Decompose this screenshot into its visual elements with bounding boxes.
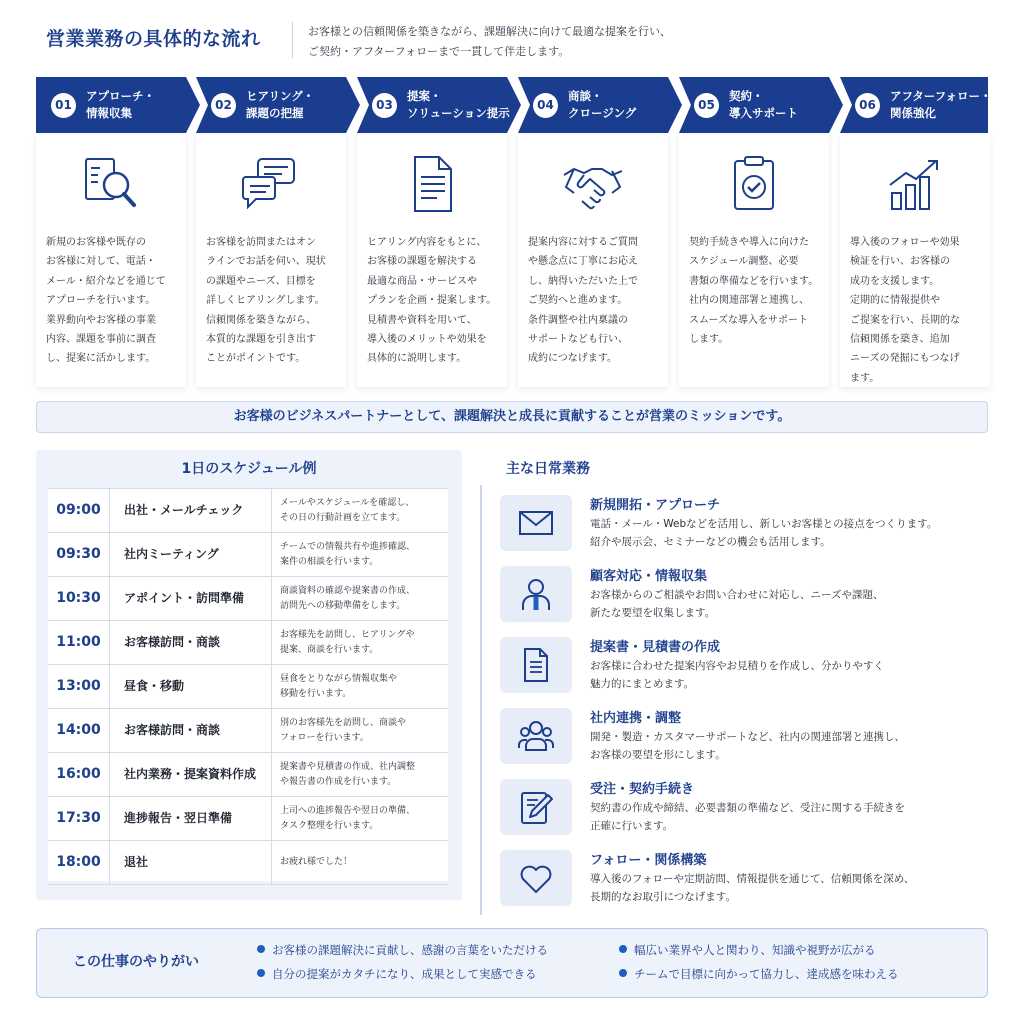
rewards-panel (36, 928, 988, 998)
heart-icon (518, 860, 554, 896)
duty-title: 新規開拓・アプローチ (590, 498, 721, 513)
schedule-note: メールやスケジュールを確認し、 その日の行動計画を立てます。 (280, 498, 415, 523)
step-header (679, 77, 845, 133)
rewards-item: 幅広い業界や人と関わり、知識や視野が広がる (619, 942, 876, 958)
duty-item (500, 704, 980, 770)
rewards-item: チームで目標に向かって協力し、達成感を味わえる (619, 966, 899, 982)
duty-icon-box (500, 779, 572, 835)
header-intro-line: お客様との信頼関係を築きながら、課題解決に向けて最適な提案を行い、 (308, 25, 671, 38)
duty-description: 契約書の作成や締結、必要書類の準備など、受注に関する手続きを 正確に行います。 (590, 802, 905, 832)
step-header (840, 77, 1006, 133)
schedule-task: お客様訪問・商談 (112, 621, 272, 664)
schedule-task: 社内ミーティング (112, 533, 272, 576)
duty-description: お客様からのご相談やお問い合わせに対応し、ニーズや課題、 新たな要望を収集します。 (590, 589, 884, 619)
step-description: 提案内容に対するご質問 や懸念点に丁寧にお応え し、納得いただいた上で ご契約へと進めます。 条件調整や社内稟議の サポートなども行い、 成約につなげます。 (528, 237, 638, 365)
growth-chart-icon (884, 153, 946, 215)
step-3 (357, 77, 510, 387)
bullet-icon (257, 945, 265, 953)
daily-duties (480, 450, 988, 915)
duty-title: 提案書・見積書の作成 (590, 640, 721, 655)
chat-bubbles-icon (240, 153, 302, 215)
handshake-icon (562, 153, 624, 215)
person-icon (518, 576, 554, 612)
bullet-icon (619, 945, 627, 953)
step-number: 05 (694, 93, 719, 118)
schedule-row (48, 621, 448, 665)
step-description: ヒアリング内容をもとに、 お客様の課題を解決する 最適な商品・サービスや プランを企画・提案します。 見積書や資料を用いて、 導入後のメリットや効果を 具体的に説明します。 (367, 237, 497, 365)
schedule-time: 13:00 (48, 665, 110, 708)
envelope-icon (518, 505, 554, 541)
schedule-note: お疲れ様でした！ (280, 857, 353, 867)
step-description: 契約手続きや導入に向けた スケジュール調整、必要 書類の準備などを行います。 社内の関連部署と連携し、 スムーズな導入をサポート します。 (689, 237, 819, 346)
document-icon (518, 647, 554, 683)
schedule-row (48, 709, 448, 753)
duty-item (500, 491, 980, 557)
step-title: 商談・ クロージング (568, 89, 637, 120)
page-header (46, 16, 986, 62)
duty-icon-box (500, 495, 572, 551)
step-number: 01 (51, 93, 76, 118)
step-header (357, 77, 523, 133)
step-header (196, 77, 362, 133)
step-title: 提案・ ソリューション提示 (407, 89, 510, 120)
schedule-panel (36, 450, 462, 900)
step-title: アプローチ・ 情報収集 (86, 89, 155, 120)
step-title: 契約・ 導入サポート (729, 89, 798, 120)
schedule-note: 別のお客様先を訪問し、商談や フォローを行います。 (280, 718, 407, 743)
schedule-task: 退社 (112, 841, 272, 884)
duty-item (500, 562, 980, 628)
schedule-time: 09:30 (48, 533, 110, 576)
schedule-table (48, 488, 448, 881)
schedule-note: 上司への進捗報告や翌日の準備、 タスク整理を行います。 (280, 806, 416, 831)
schedule-task: 進捗報告・翌日準備 (112, 797, 272, 840)
duty-icon-box (500, 708, 572, 764)
step-title: アフターフォロー・ 関係強化 (890, 89, 992, 120)
duty-title: 受注・契約手続き (590, 782, 695, 797)
duty-description: 開発・製造・カスタマーサポートなど、社内の関連部署と連携し、 お客様の要望を形にします。 (590, 731, 905, 761)
duty-icon-box (500, 637, 572, 693)
duty-description: お客様に合わせた提案内容やお見積りを作成し、分かりやすく 魅力的にまとめます。 (590, 660, 884, 690)
duty-item (500, 633, 980, 699)
schedule-task: アポイント・訪問準備 (112, 577, 272, 620)
schedule-row (48, 577, 448, 621)
step-number: 06 (855, 93, 880, 118)
step-6 (840, 77, 990, 387)
schedule-row (48, 665, 448, 709)
rewards-item: 自分の提案がカタチになり、成果として実感できる (257, 966, 537, 982)
header-intro-line: ご契約・アフターフォローまで一貫して伴走します。 (308, 45, 570, 58)
step-header (36, 77, 202, 133)
duty-title: 顧客対応・情報収集 (590, 569, 708, 584)
clipboard-check-icon (723, 153, 785, 215)
schedule-task: 昼食・移動 (112, 665, 272, 708)
step-description: お客様を訪問またはオン ラインでお話を伺い、現状 の課題やニーズ、目標を 詳しくヒアリングします。 信頼関係を築きながら、 本質的な課題を引き出す ことがポイントです。 (206, 237, 326, 365)
schedule-note: 商談資料の確認や提案書の作成、 訪問先への移動準備をします。 (280, 586, 416, 611)
schedule-row (48, 841, 448, 885)
schedule-time: 10:30 (48, 577, 110, 620)
rewards-title: この仕事のやりがい (73, 954, 199, 970)
bullet-icon (619, 969, 627, 977)
duty-description: 電話・メール・Webなどを活用し、新しいお客様との接点をつくります。 紹介や展示会、セミナーなどの機会も活用します。 (590, 518, 938, 548)
schedule-time: 14:00 (48, 709, 110, 752)
page-title: 営業業務の具体的な流れ (46, 28, 261, 50)
duty-icon-box (500, 566, 572, 622)
duty-title: 社内連携・調整 (590, 711, 682, 726)
step-header (518, 77, 684, 133)
duties-title: 主な日常業務 (506, 461, 590, 477)
schedule-note: お客様先を訪問し、ヒアリングや 提案、商談を行います。 (280, 630, 415, 655)
schedule-row (48, 533, 448, 577)
step-number: 03 (372, 93, 397, 118)
duties-panel (480, 485, 988, 915)
schedule-time: 16:00 (48, 753, 110, 796)
step-1 (36, 77, 186, 387)
step-4 (518, 77, 668, 387)
schedule-task: 社内業務・提案資料作成 (112, 753, 272, 796)
schedule-note: 昼食をとりながら情報収集や 移動を行います。 (280, 674, 398, 699)
header-intro (308, 22, 948, 62)
duty-description: 導入後のフォローや定期訪問、情報提供を通じて、信頼関係を深め、 長期的なお取引につなげます。 (590, 873, 915, 903)
schedule-row (48, 753, 448, 797)
document-icon (401, 153, 463, 215)
schedule-task: 出社・メールチェック (112, 489, 272, 532)
duty-item (500, 775, 980, 841)
bullet-icon (257, 969, 265, 977)
duty-item (500, 846, 980, 912)
schedule-note: チームでの情報共有や進捗確認、 案件の相談を行います。 (280, 542, 416, 567)
mission-banner: お客様のビジネスパートナーとして、課題解決と成長に貢献することが営業のミッションです。 (36, 401, 988, 433)
step-description: 新規のお客様や既存の お客様に対して、電話・ メール・紹介などを通じて アプローチを行います。 業界動向やお客様の事業 内容、課題を事前に調査 し、提案に活かします。 (46, 237, 166, 365)
schedule-row (48, 797, 448, 841)
step-description: 導入後のフォローや効果 検証を行い、お客様の 成功を支援します。 定期的に情報提供や ご提案を行い、長期的な 信頼関係を築き、追加 ニーズの発掘にもつなげ ます。 (850, 237, 960, 384)
step-title: ヒアリング・ 課題の把握 (246, 89, 315, 120)
step-5 (679, 77, 829, 387)
team-icon (518, 718, 554, 754)
search-document-icon (80, 153, 142, 215)
schedule-time: 18:00 (48, 841, 110, 884)
step-number: 02 (211, 93, 236, 118)
step-number: 04 (533, 93, 558, 118)
duty-icon-box (500, 850, 572, 906)
schedule-row (48, 489, 448, 533)
header-divider (292, 22, 293, 58)
rewards-item: お客様の課題解決に貢献し、感謝の言葉をいただける (257, 942, 548, 958)
duty-title: フォロー・関係構築 (590, 853, 707, 868)
step-2 (196, 77, 346, 387)
schedule-note: 提案書や見積書の作成、社内調整 や報告書の作成を行います。 (280, 762, 416, 787)
schedule-time: 17:30 (48, 797, 110, 840)
schedule-time: 09:00 (48, 489, 110, 532)
contract-pen-icon (518, 789, 554, 825)
process-steps (36, 77, 992, 387)
schedule-task: お客様訪問・商談 (112, 709, 272, 752)
schedule-title: 1日のスケジュール例 (181, 461, 317, 477)
schedule-time: 11:00 (48, 621, 110, 664)
